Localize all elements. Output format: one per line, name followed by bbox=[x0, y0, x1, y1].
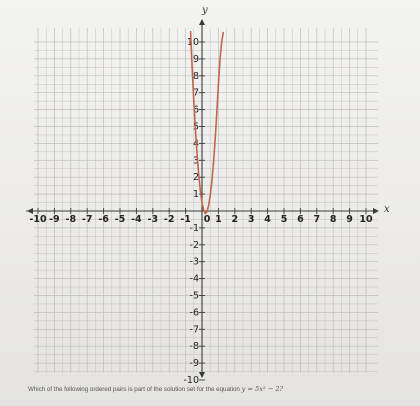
x-tick-label: 5 bbox=[280, 214, 288, 225]
grid-lines bbox=[34, 28, 378, 373]
x-tick-label: -7 bbox=[81, 214, 93, 225]
x-tick-label: -3 bbox=[147, 214, 159, 225]
x-tick-label: 1 bbox=[215, 214, 222, 225]
x-tick-label: -4 bbox=[131, 214, 142, 225]
x-tick-label: -10 bbox=[29, 214, 47, 225]
y-tick-label: 1 bbox=[192, 189, 199, 201]
y-tick-label: -5 bbox=[189, 290, 199, 302]
x-tick-label: -2 bbox=[163, 214, 175, 225]
y-tick-label: -9 bbox=[189, 358, 199, 370]
x-tick-label: 7 bbox=[313, 214, 321, 225]
x-tick-label: 6 bbox=[297, 214, 304, 225]
x-tick-label: -5 bbox=[114, 214, 126, 225]
y-axis-arrow-top bbox=[199, 19, 205, 25]
x-tick-label: 2 bbox=[231, 214, 239, 225]
x-axis-arrow-right bbox=[373, 208, 379, 214]
y-tick-label: 9 bbox=[192, 53, 199, 65]
x-tick-label: 4 bbox=[264, 214, 271, 225]
y-tick-label: 5 bbox=[192, 121, 199, 133]
y-axis-arrow-bottom bbox=[199, 372, 205, 378]
y-tick-label: 2 bbox=[192, 172, 199, 184]
y-tick-label: -1 bbox=[189, 222, 199, 234]
y-tick-label: 3 bbox=[192, 155, 199, 167]
y-tick-label: 8 bbox=[192, 70, 199, 82]
x-tick-label: 3 bbox=[247, 214, 255, 225]
y-tick-label: 4 bbox=[192, 138, 199, 150]
question-prompt: Which of the following ordered pairs is part of the solution set for the equation bbox=[28, 386, 240, 393]
question-text bbox=[28, 385, 418, 401]
y-tick-label: -4 bbox=[189, 273, 199, 285]
y-tick-label: 6 bbox=[192, 104, 199, 116]
x-tick-label: -6 bbox=[98, 214, 109, 225]
x-axis-label: x bbox=[384, 204, 390, 215]
y-tick-label: -10 bbox=[183, 375, 199, 386]
x-tick-label: 10 bbox=[359, 214, 373, 225]
y-tick-label: 7 bbox=[192, 87, 199, 99]
x-tick-label: 0 bbox=[203, 214, 211, 225]
x-tick-label: -9 bbox=[49, 214, 60, 225]
y-tick-label: -6 bbox=[189, 307, 199, 319]
y-tick-label: -2 bbox=[189, 239, 199, 251]
question-equation: y = 5x² − 2? bbox=[241, 385, 284, 393]
y-axis-label: y bbox=[202, 5, 208, 16]
x-tick-label: 8 bbox=[329, 214, 337, 225]
x-tick-label: -8 bbox=[65, 214, 77, 225]
y-tick-label: -8 bbox=[189, 341, 199, 353]
y-tick-label: -7 bbox=[189, 324, 199, 336]
y-tick-label: 10 bbox=[186, 37, 199, 48]
x-tick-label: -1 bbox=[180, 214, 191, 225]
y-tick-label: -3 bbox=[189, 256, 199, 268]
x-tick-label: 9 bbox=[346, 214, 353, 225]
